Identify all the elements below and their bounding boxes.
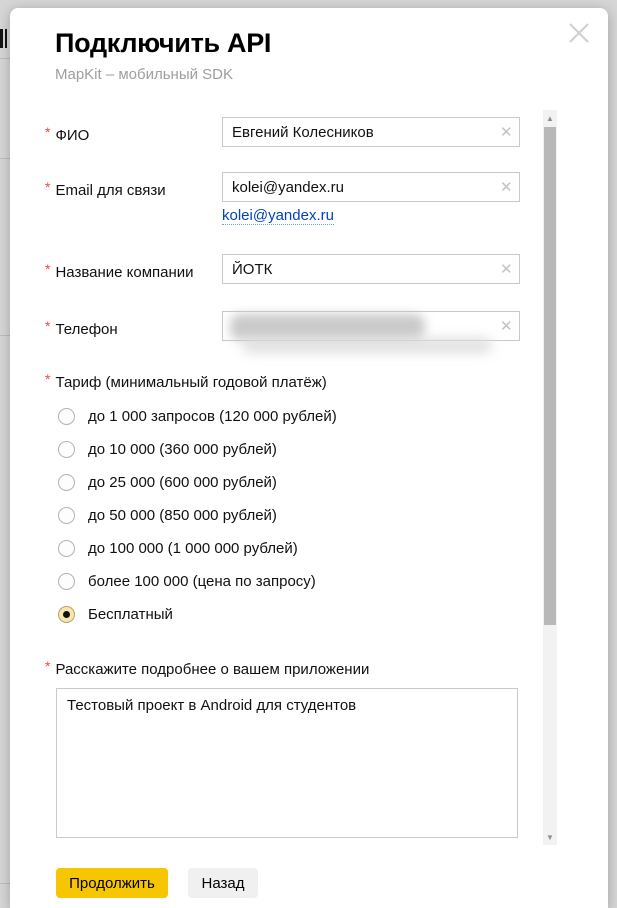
radio-selected-icon [58, 606, 75, 623]
background-text-fragment [5, 29, 7, 48]
clear-company-icon[interactable]: ✕ [500, 261, 513, 278]
connect-api-dialog [10, 8, 608, 908]
background-divider [0, 158, 10, 159]
radio-icon [58, 507, 75, 524]
required-marker: * [45, 318, 51, 334]
radio-icon [58, 573, 75, 590]
tariff-option-6[interactable]: более 100 000 (цена по запросу) [58, 565, 337, 598]
company-label: * Название компании [45, 261, 194, 281]
email-input[interactable] [222, 172, 520, 202]
background-divider [0, 883, 10, 884]
tariff-option-2[interactable]: до 10 000 (360 000 рублей) [58, 433, 337, 466]
clear-phone-icon[interactable]: ✕ [500, 318, 513, 335]
close-icon [568, 22, 590, 44]
background-text-fragment [0, 29, 3, 48]
scrollbar-thumb[interactable] [544, 127, 556, 625]
required-marker: * [45, 124, 51, 140]
required-marker: * [45, 261, 51, 277]
radio-icon [58, 474, 75, 491]
background-divider [0, 335, 10, 336]
continue-button[interactable]: Продолжить [56, 868, 168, 898]
radio-icon [58, 540, 75, 557]
required-marker: * [45, 371, 51, 387]
tariff-option-3[interactable]: до 25 000 (600 000 рублей) [58, 466, 337, 499]
tariff-option-4[interactable]: до 50 000 (850 000 рублей) [58, 499, 337, 532]
phone-label: * Телефон [45, 318, 118, 338]
required-marker: * [45, 179, 51, 195]
tariff-option-1[interactable]: до 1 000 запросов (120 000 рублей) [58, 400, 337, 433]
clear-email-icon[interactable]: ✕ [500, 179, 513, 196]
modal-scrollbar[interactable] [543, 110, 557, 845]
radio-icon [58, 441, 75, 458]
dialog-subtitle: MapKit – мобильный SDK [55, 66, 234, 83]
clear-fio-icon[interactable]: ✕ [500, 124, 513, 141]
tariff-options [58, 400, 337, 631]
phone-input[interactable] [222, 311, 520, 341]
required-marker: * [45, 658, 51, 674]
dialog-title: Подключить API [55, 28, 272, 58]
email-suggestion-link[interactable]: kolei@yandex.ru [222, 207, 334, 224]
scrollbar-down-icon[interactable]: ▼ [546, 832, 554, 842]
back-button[interactable]: Назад [188, 868, 258, 898]
details-label: * Расскажите подробнее о вашем приложении [45, 658, 370, 678]
company-input[interactable] [222, 254, 520, 284]
tariff-label: * Тариф (минимальный годовой платёж) [45, 371, 327, 391]
email-label: * Email для связи [45, 179, 166, 199]
radio-icon [58, 408, 75, 425]
tariff-option-free[interactable]: Бесплатный [58, 598, 337, 631]
tariff-option-5[interactable]: до 100 000 (1 000 000 рублей) [58, 532, 337, 565]
scrollbar-up-icon[interactable]: ▲ [546, 113, 554, 123]
background-divider [0, 58, 10, 59]
close-button[interactable] [564, 18, 594, 48]
fio-input[interactable] [222, 117, 520, 147]
fio-label: * ФИО [45, 124, 90, 144]
details-textarea[interactable] [56, 688, 518, 838]
